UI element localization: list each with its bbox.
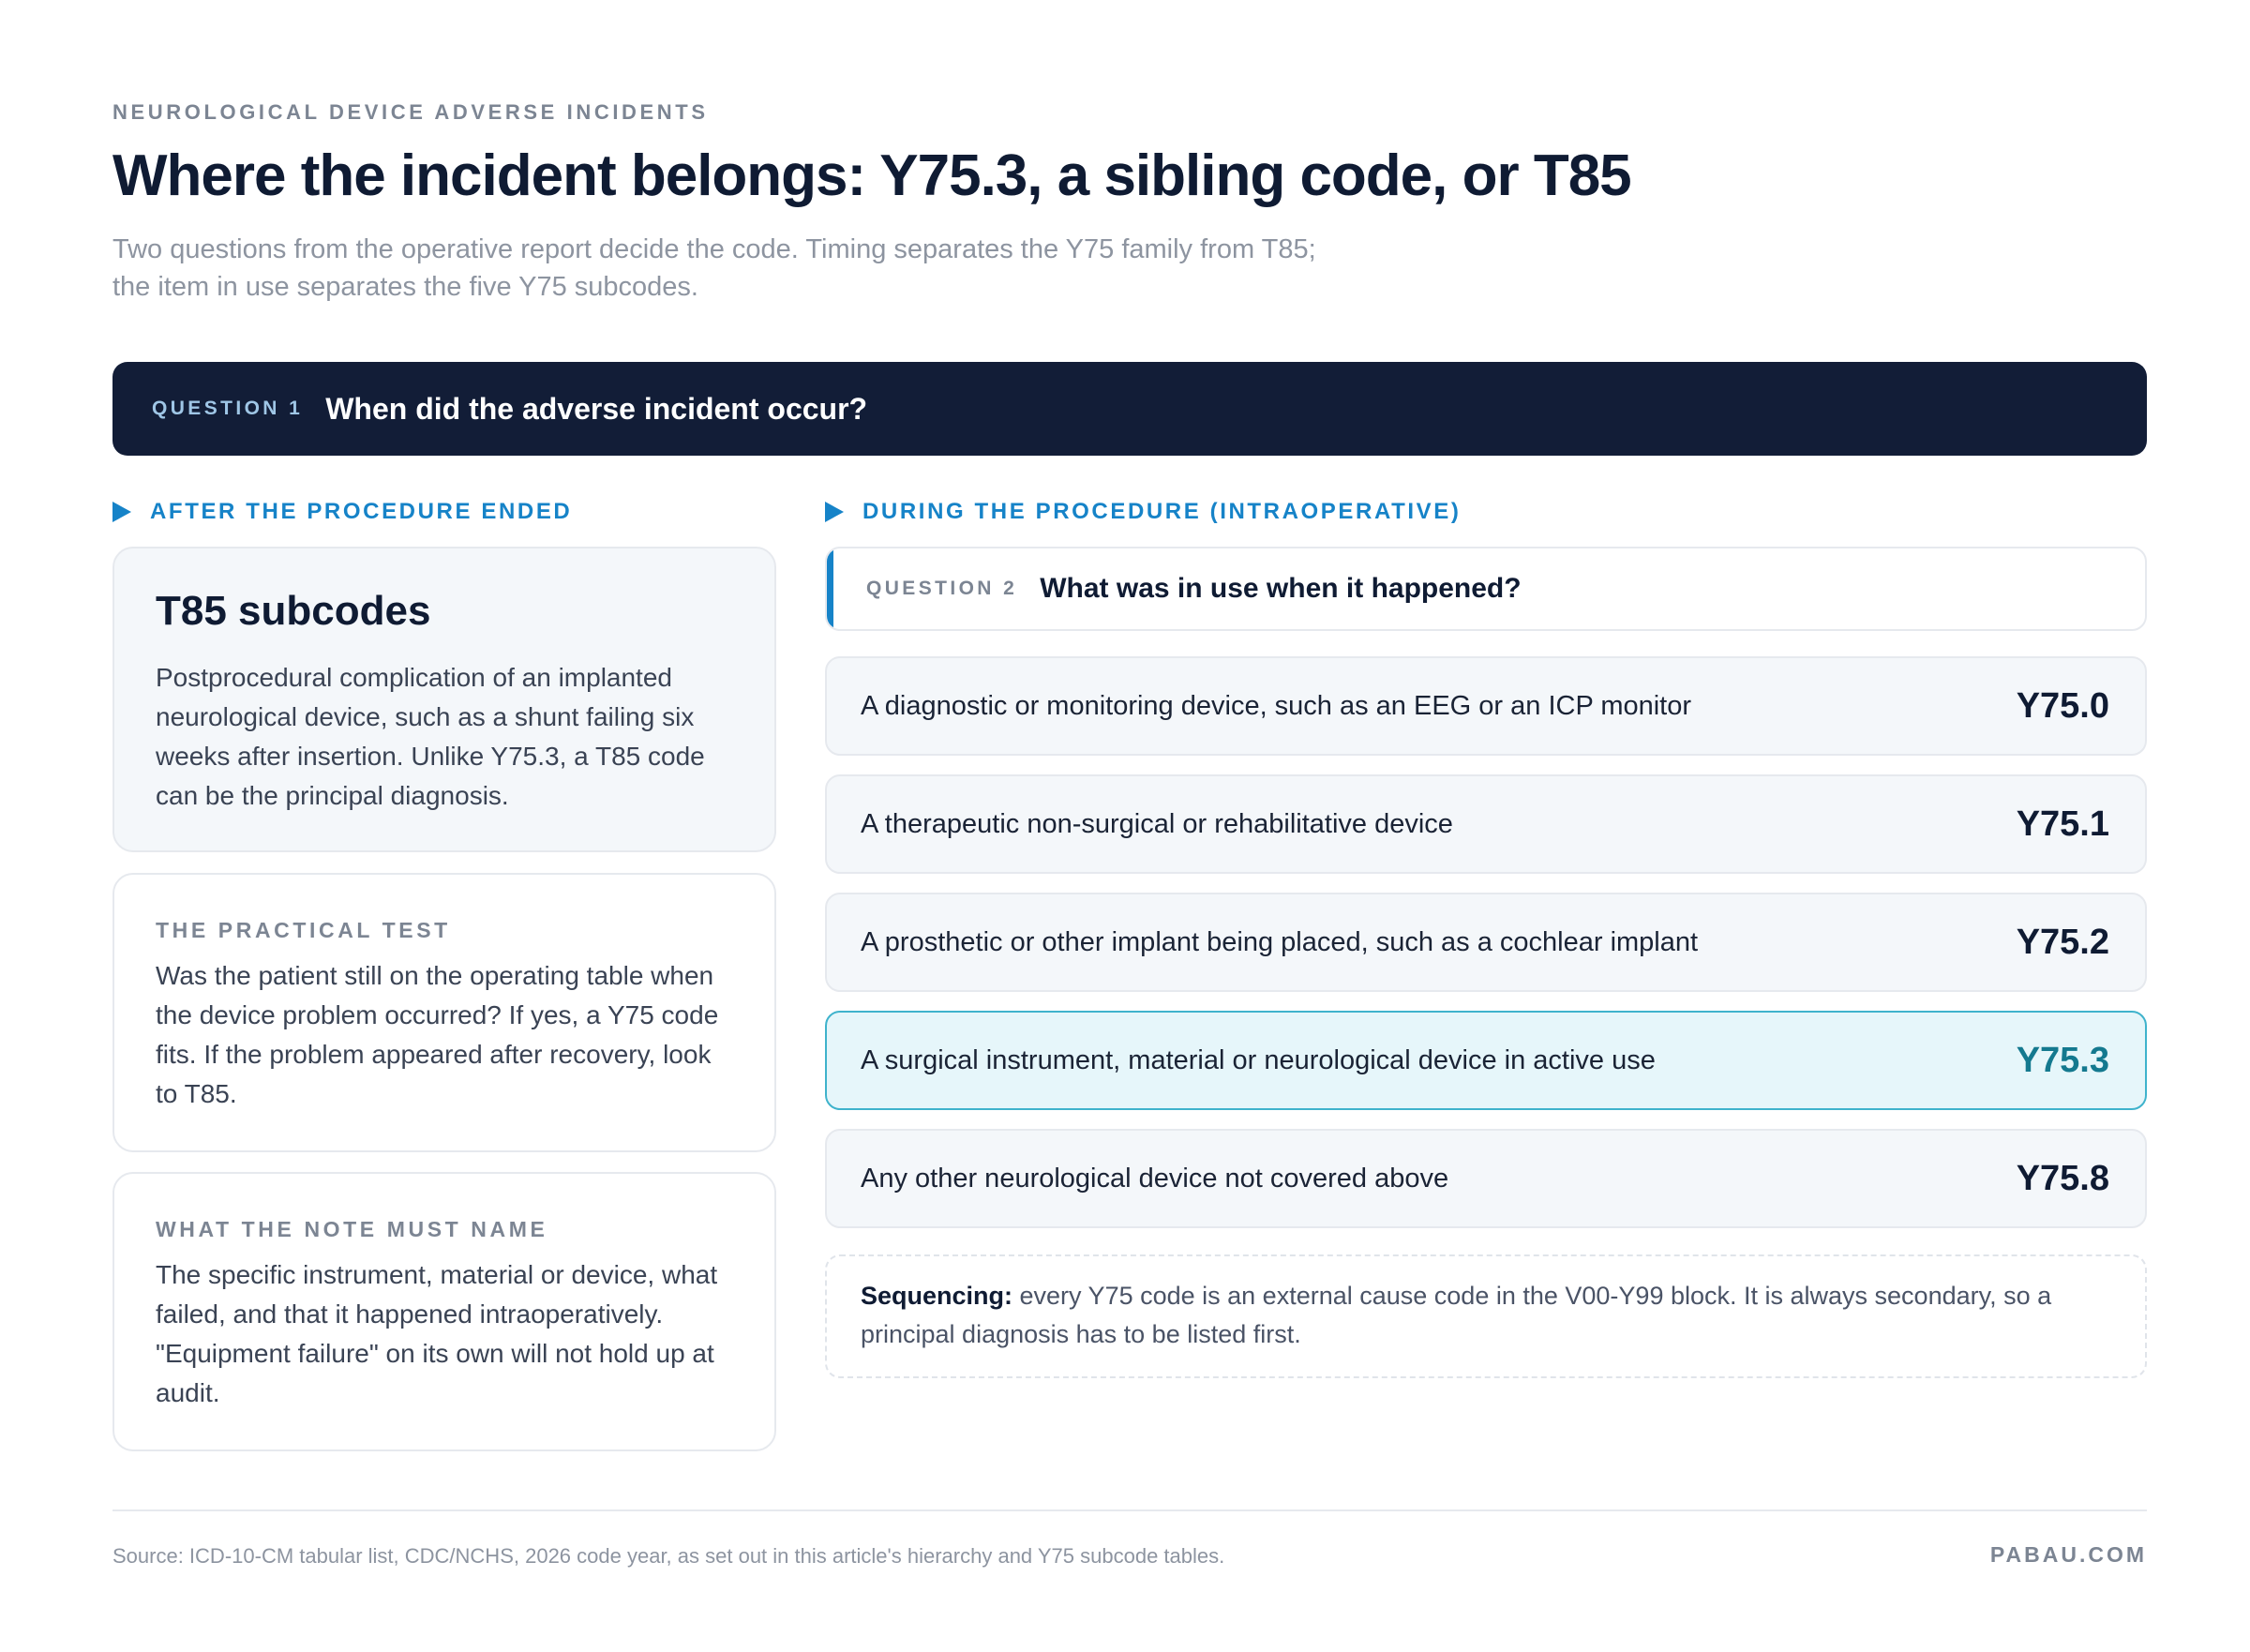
option-y75-3-highlighted (825, 1011, 2147, 1110)
card-practical-test-body: Was the patient still on the operating table when the device problem occurred? If yes, a Y75 code fits. If the problem appeared after recovery, look to T85. (156, 961, 719, 1108)
option-code: Y75.1 (2016, 803, 2109, 844)
triangle-right-icon (112, 502, 131, 522)
question-1-bar (112, 362, 2147, 456)
branch-label-during-text: DURING THE PROCEDURE (INTRAOPERATIVE) (862, 499, 1462, 524)
branch-label-after (112, 499, 572, 525)
card-t85-subcodes (112, 547, 776, 852)
question-2-box (825, 547, 2147, 631)
brand-link[interactable]: PABAU.COM (1989, 1542, 2147, 1567)
branch-label-after-text: AFTER THE PROCEDURE ENDED (150, 499, 573, 524)
card-note-must-name (112, 1172, 776, 1451)
card-practical-test-heading: THE PRACTICAL TEST (156, 918, 451, 942)
card-t85-title: T85 subcodes (156, 588, 431, 634)
sequencing-note-lead: Sequencing: (861, 1282, 1013, 1310)
option-code: Y75.0 (2016, 685, 2109, 726)
option-label: A prosthetic or other implant being placed, such as a cochlear implant (861, 926, 1699, 957)
page-subtitle: Two questions from the operative report decide the code. Timing separates the Y75 family from T85; the item in use separates the five Y75 subcodes. (112, 234, 1316, 302)
option-y75-1 (825, 774, 2147, 874)
card-note-must-name-heading: WHAT THE NOTE MUST NAME (156, 1217, 548, 1241)
question-2-accent-bar (827, 548, 833, 629)
option-y75-8 (825, 1129, 2147, 1228)
sequencing-note-text: every Y75 code is an external cause code in the V00-Y99 block. It is always secondary, so a principal diagnosis has to be listed first. (861, 1282, 2052, 1348)
footer-divider (112, 1509, 2147, 1511)
option-label: A surgical instrument, material or neurological device in active use (861, 1044, 1656, 1075)
source-citation: Source: ICD-10-CM tabular list, CDC/NCHS, 2026 code year, as set out in this article's hierarchy and Y75 subcode tables. (112, 1544, 1225, 1568)
option-code: Y75.3 (2016, 1040, 2109, 1080)
option-code: Y75.2 (2016, 922, 2109, 962)
card-t85-body: Postprocedural complication of an implanted neurological device, such as a shunt failing six weeks after insertion. Unlike Y75.3, a T85 code can be the principal diagnosis. (156, 663, 705, 810)
branch-label-during (825, 499, 1461, 525)
page-title: Where the incident belongs: Y75.3, a sibling code, or T85 (112, 143, 1631, 208)
question-1-tag: QUESTION 1 (152, 398, 304, 419)
question-2-tag: QUESTION 2 (866, 578, 1018, 599)
option-y75-2 (825, 893, 2147, 992)
option-code: Y75.8 (2016, 1158, 2109, 1198)
option-label: A diagnostic or monitoring device, such as an EEG or an ICP monitor (861, 690, 1692, 721)
option-label: Any other neurological device not covered above (861, 1163, 1449, 1194)
sequencing-note (825, 1254, 2147, 1378)
question-2-text: What was in use when it happened? (1040, 573, 1522, 604)
card-practical-test (112, 873, 776, 1152)
eyebrow: NEUROLOGICAL DEVICE ADVERSE INCIDENTS (112, 100, 709, 124)
option-y75-0 (825, 656, 2147, 756)
option-label: A therapeutic non-surgical or rehabilitative device (861, 808, 1453, 839)
card-note-must-name-body: The specific instrument, material or device, what failed, and that it happened intraoperatively. "Equipment failure" on its own will not hold up at audit. (156, 1260, 718, 1407)
question-1-text: When did the adverse incident occur? (325, 391, 868, 426)
triangle-right-icon (825, 502, 844, 522)
